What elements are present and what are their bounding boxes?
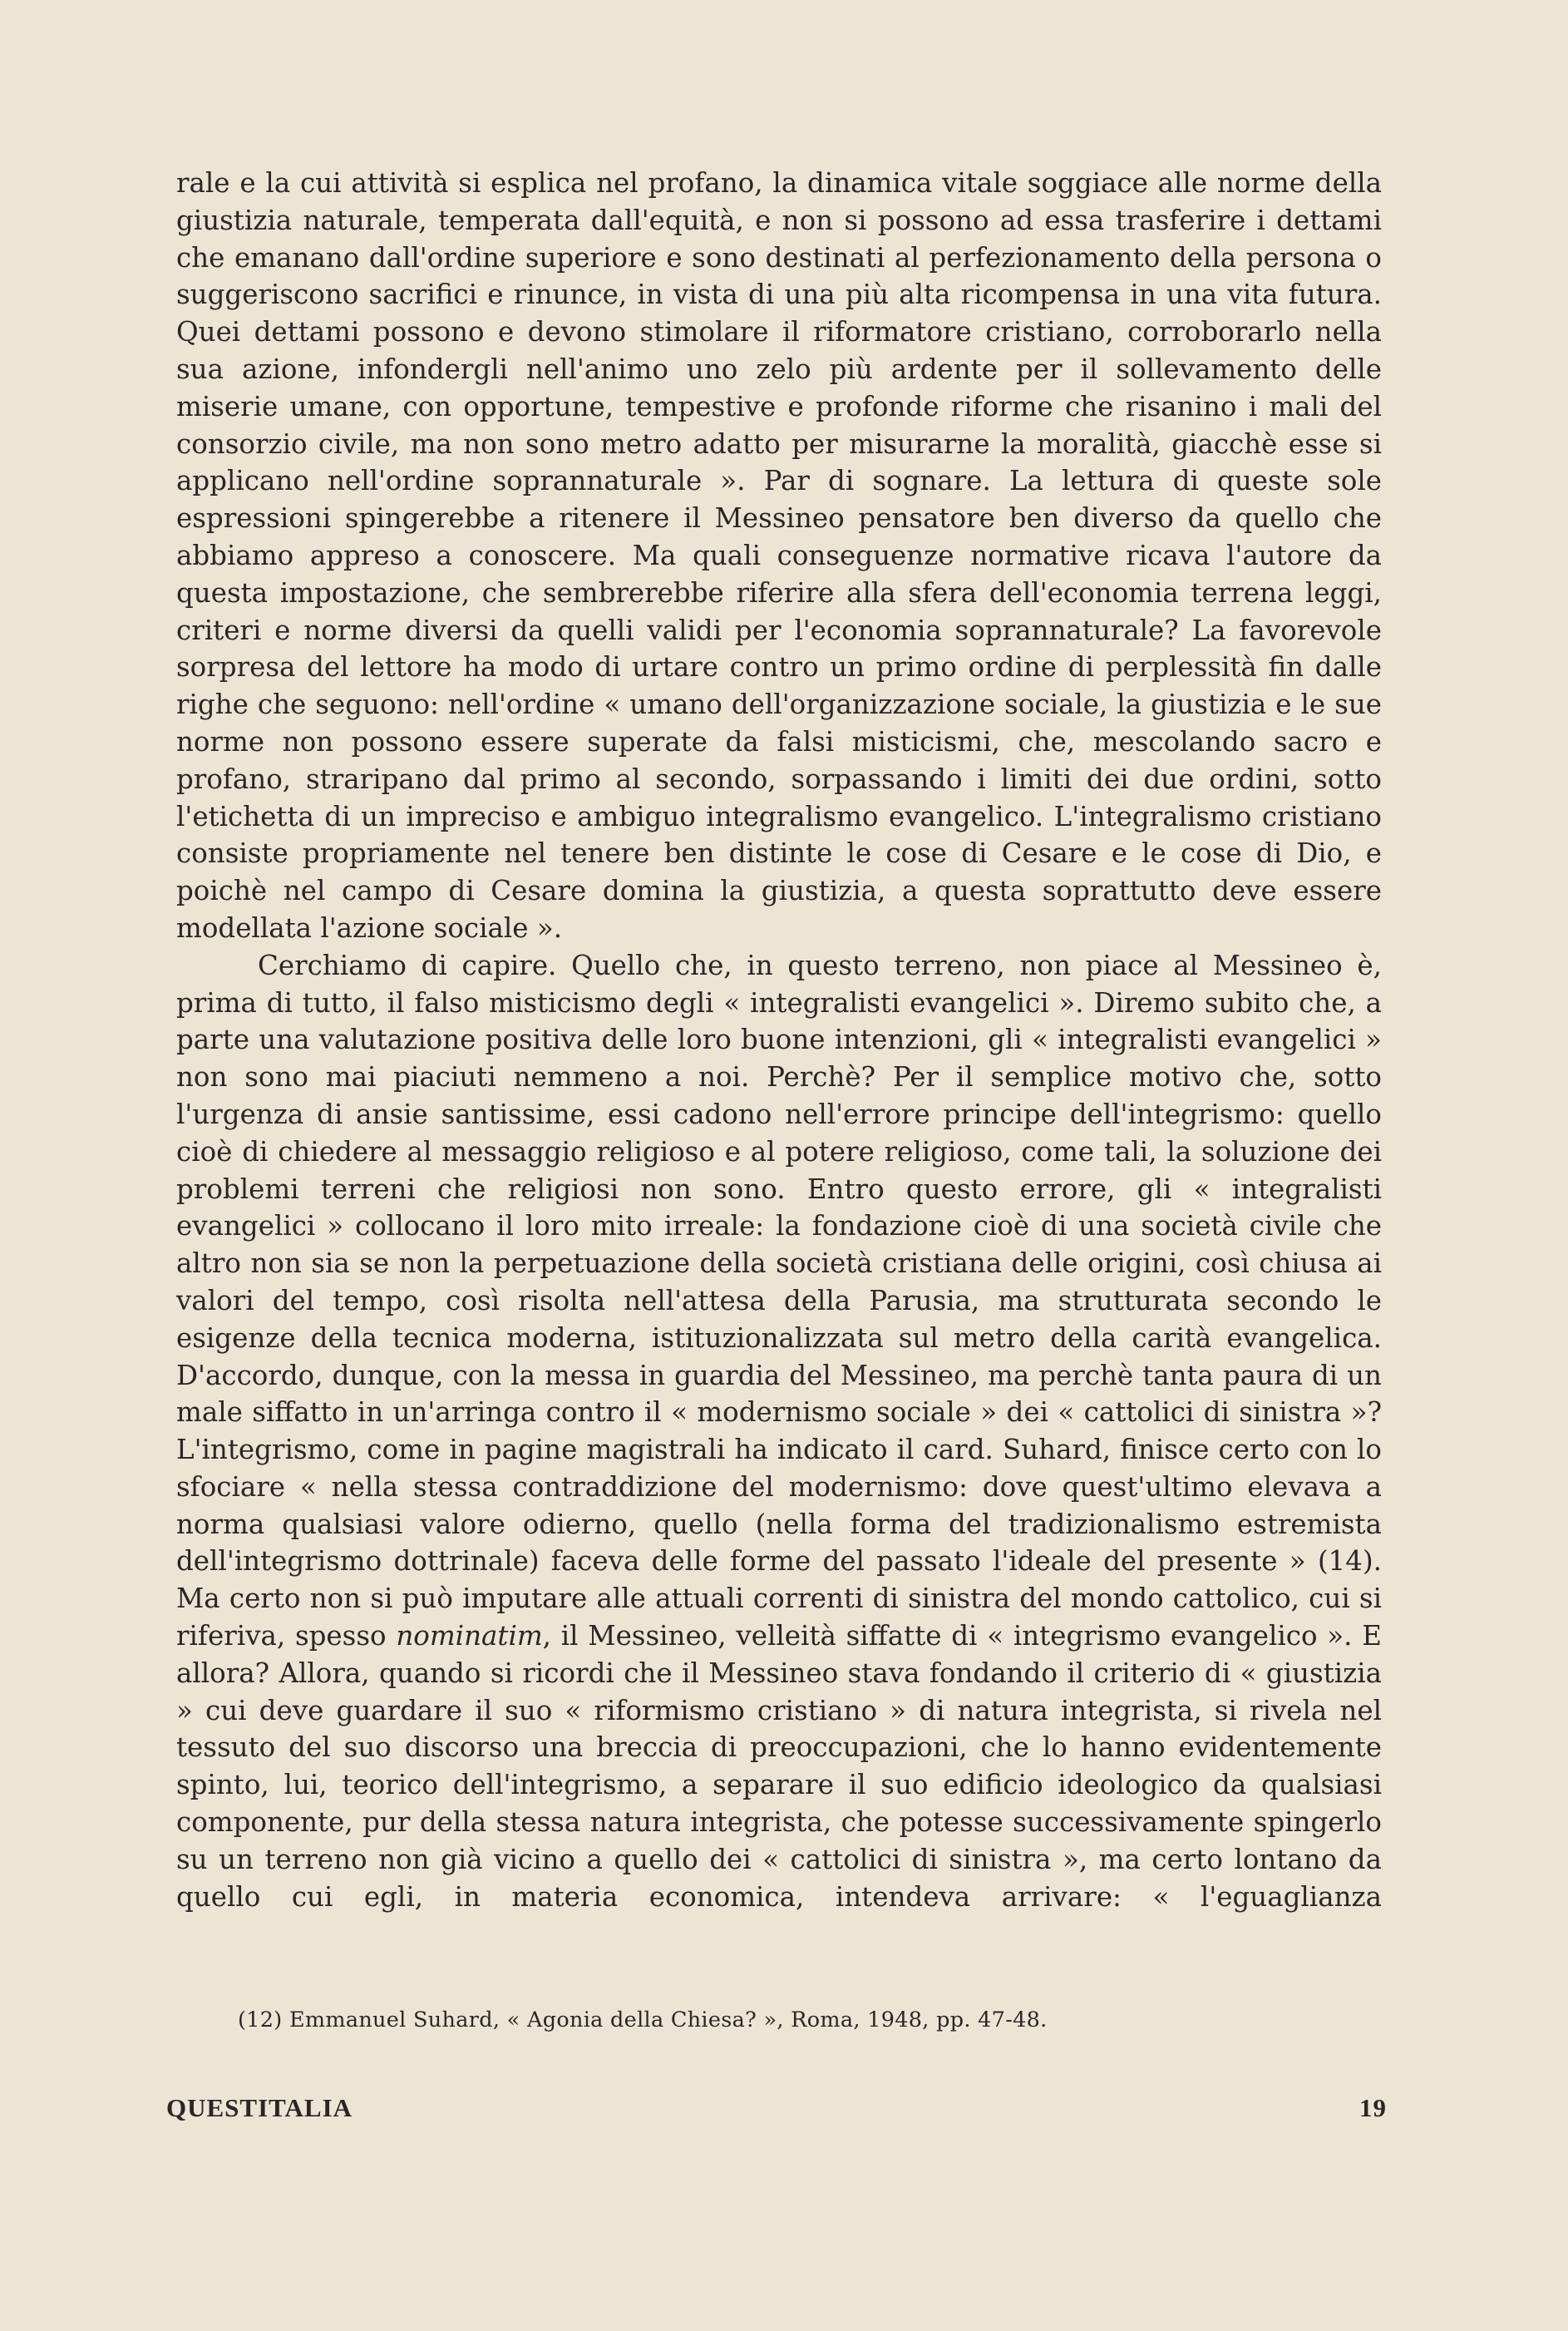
body-text [176,165,1382,1915]
footnote: (12) Emmanuel Suhard, « Agonia della Chiesa? », Roma, 1948, pp. 47-48. [238,2008,1048,2032]
journal-title: QUESTITALIA [166,2093,353,2122]
page-number: 19 [1359,2093,1387,2122]
paragraph-1: rale e la cui attività si esplica nel profano, la dinamica vitale soggiace alle norme della giustizia naturale, temperata dall'equità, e non si possono ad essa trasferire i dettami che emanano dall'ordine superiore e sono destinati al perfezionamento della persona o suggeriscono sacrifici e rinunce, in vista di una più alta ricompensa in una vita futura. Quei dettami possono e devono stimolare il riformatore cristiano, corroborarlo nella sua azione, infondergli nell'animo uno zelo più ardente per il sollevamento delle miserie umane, con opportune, tempestive e profonde riforme che risanino i mali del consorzio civile, ma non sono metro adatto per misurarne la moralità, giacchè esse si applicano nell'ordine soprannaturale ». Par di sognare. La lettura di queste sole espressioni spingerebbe a ritenere il Messineo pensatore ben diverso da quello che abbiamo appreso a conoscere. Ma quali conseguenze normative ricava l'autore da questa impostazione, che sembrerebbe riferire alla sfera dell'economia terrena leggi, criteri e norme diversi da quelli validi per l'economia soprannaturale? La favorevole sorpresa del lettore ha modo di urtare contro un primo ordine di perplessità fin dalle righe che seguono: nell'ordine « umano dell'organizzazione sociale, la giustizia e le sue norme non possono essere superate da falsi misticismi, che, mescolando sacro e profano, straripano dal primo al secondo, sorpassando i limiti dei due ordini, sotto l'etichetta di un impreciso e ambiguo integralismo evangelico. L'integralismo cristiano consiste propriamente nel tenere ben distinte le cose di Cesare e le cose di Dio, e poichè nel campo di Cesare domina la giustizia, a questa soprattutto deve essere modellata l'azione sociale ». [176,167,1382,944]
paragraph-2-text-b: , il Messineo, velleità siffatte di « integrismo evangelico ». E allora? Allora, quando si ricordi che il Messineo stava fondando il criterio di « giustizia » cui deve guardare il suo « riformismo cristiano » di natura integrista, si rivela nel tessuto del suo discorso una breccia di preoccupazioni, che lo hanno evidentemente spinto, lui, teorico dell'integrismo, a separare il suo edificio ideologico da qualsiasi componente, pur della stessa natura integrista, che potesse successivamente spingerlo su un terreno non già vicino a quello dei « cattolici di sinistra », ma certo lontano da quello cui egli, in materia economica, intendeva arrivare: « l'eguaglianza [176,1620,1382,1913]
page-footer [166,2091,1387,2125]
italic-term: nominatim [396,1620,543,1652]
paragraph-2-text-a: Cerchiamo di capire. Quello che, in questo terreno, non piace al Messineo è, prima di tutto, il falso misticismo degli « integralisti evangelici ». Diremo subito che, a parte una valutazione positiva delle loro buone intenzioni, gli « integralisti evangelici » non sono mai piaciuti nemmeno a noi. Perchè? Per il semplice motivo che, sotto l'urgenza di ansie santissime, essi cadono nell'errore principe dell'integrismo: quello cioè di chiedere al messaggio religioso e al potere religioso, come tali, la soluzione dei problemi terreni che religiosi non sono. Entro questo errore, gli « integralisti evangelici » collocano il loro mito irreale: la fondazione cioè di una società civile che altro non sia se non la perpetuazione della società cristiana delle origini, così chiusa ai valori del tempo, così risolta nell'attesa della Parusia, ma strutturata secondo le esigenze della tecnica moderna, istituzionalizzata sul metro della carità evangelica. D'accordo, dunque, con la messa in guardia del Messineo, ma perchè tanta paura di un male siffatto in un'arringa contro il « modernismo sociale » dei « cattolici di sinistra »? L'integrismo, come in pagine magistrali ha indicato il card. Suhard, finisce certo con lo sfociare « nella stessa contraddizione del modernismo: dove quest'ultimo elevava a norma qualsiasi valore odierno, quello (nella forma del tradizionalismo estremista dell'integrismo dottrinale) faceva delle forme del passato l'ideale del presente » (14). Ma certo non si può imputare alle attuali correnti di sinistra del mondo cattolico, cui si riferiva, spesso [176,949,1382,1652]
paragraph-2 [176,947,1382,1916]
